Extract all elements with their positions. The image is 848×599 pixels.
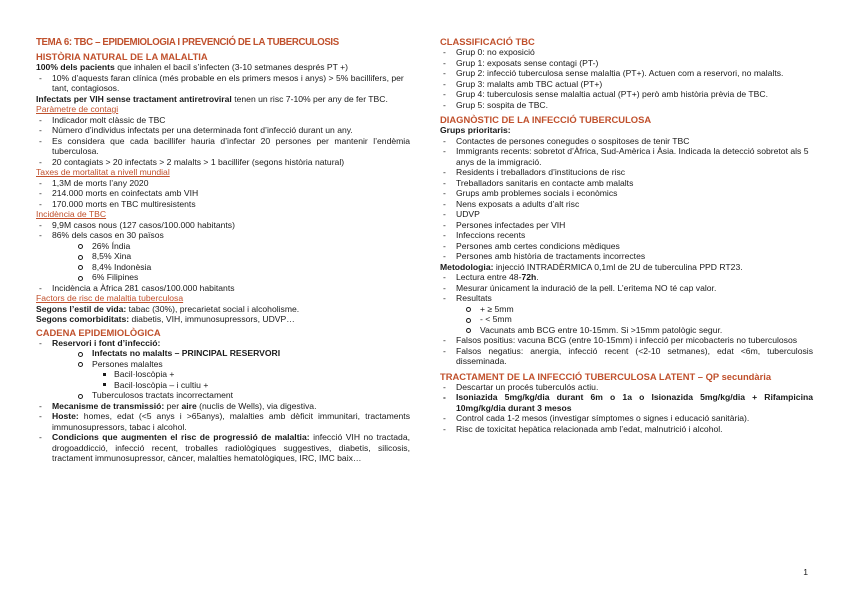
section-title-tractament: TRACTAMENT DE LA INFECCIÓ TUBERCULOSA LATENT – QP secundària — [440, 370, 772, 382]
list-item: Persones malaltes Bacil·loscòpia + Bacil·loscòpia – i cultiu + — [76, 359, 410, 391]
list-item: - Grup 3: malalts amb TBC actual (PT+) — [440, 79, 813, 90]
grups-title: Grups prioritaris: — [440, 125, 511, 135]
section-title-cadena: CADENA EPIDEMIOLÒGICA — [36, 326, 161, 338]
list-item: 8,4% Indonèsia — [76, 262, 410, 273]
list-item: 26% Índia — [76, 241, 410, 252]
list-item: - Grup 4: tuberculosis sense malaltia actual (PT+) però amb història prèvia de TBC. — [440, 89, 813, 100]
left-column — [36, 36, 410, 464]
list-item: - Risc de toxicitat hepàtica relacionada amb l’edat, malnutrició i alcohol. — [440, 424, 813, 435]
list-item: - Descartar un procés tuberculós actiu. — [440, 382, 813, 393]
list-item: - < 5mm — [464, 314, 813, 325]
section-title-historia: HISTÒRIA NATURAL DE LA MALALTIA — [36, 51, 208, 62]
list-item: - Mecanisme de transmissió: per aire (nuclis de Wells), via digestiva. — [36, 401, 410, 412]
metodologia-list — [440, 272, 813, 367]
metodologia: Metodologia: injecció INTRADÈRMICA 0,1ml de 2U de tuberculina PPD RT23. — [440, 261, 743, 272]
list-item: - Grups amb problemes socials i econòmics — [440, 188, 813, 199]
contagi-list — [36, 115, 410, 168]
list-item: - 214.000 morts en coinfectats amb VIH — [36, 188, 410, 199]
bacil-list — [102, 369, 410, 390]
list-item: - Residents i treballadors d’institucions de risc — [440, 167, 813, 178]
reservori-list — [76, 348, 410, 401]
list-item: - Nens exposats a adults d’alt risc — [440, 199, 813, 210]
cadena-list — [36, 338, 410, 464]
list-item: - Grup 1: exposats sense contagi (PT-) — [440, 58, 813, 69]
list-item: - Treballadors sanitaris en contacte amb malalts — [440, 178, 813, 189]
list-item: - 9,9M casos nous (127 casos/100.000 habitants) — [36, 220, 410, 231]
list-item: - Infeccions recents — [440, 230, 813, 241]
classificacio-list — [440, 47, 813, 110]
list-item: - Persones amb certes condicions mèdiques — [440, 241, 813, 252]
list-item: - Falsos positius: vacuna BCG (entre 10-15mm) i infecció per micobacteris no tuberculosos — [440, 335, 813, 346]
list-item: - Isoniazida 5mg/kg/dia durant 6m o 1a o Isionazida 5mg/kg/dia + Rifampicina 10mg/kg/dia durant 3 mesos — [440, 392, 813, 413]
list-item: - Reservori i font d’infecció: Infectats no malalts – PRINCIPAL RESERVORI Persones malaltes Bacil·loscòpia + Bacil·loscòpia – i cultiu + Tuberculosos tractats incorrectament — [36, 338, 410, 401]
list-item: - Es considera que cada bacillifer hauria d’infectar 20 persones per mantenir l’endèmia tuberculosa. — [36, 136, 410, 157]
list-item: - 170.000 morts en TBC multiresistents — [36, 199, 410, 210]
list-item: - Número d’individus infectats per una determinada font d’infecció durant un any. — [36, 125, 410, 136]
mortalitat-list — [36, 178, 410, 210]
list-item: Bacil·loscòpia – i cultiu + — [102, 380, 410, 391]
resultats-list — [464, 304, 813, 336]
grups-list — [440, 136, 813, 262]
countries-list — [76, 241, 410, 283]
list-item: - Incidència a Àfrica 281 casos/100.000 habitants — [36, 283, 410, 294]
list-item: - 1,3M de morts l’any 2020 — [36, 178, 410, 189]
page-number: 1 — [803, 566, 808, 577]
list-item: - Grup 5: sospita de TBC. — [440, 100, 813, 111]
list-item: - Indicador molt clàssic de TBC — [36, 115, 410, 126]
list-item: - Condicions que augmenten el risc de progressió de malaltia: infecció VIH no tractada, drogoaddicció, infecció recent, troballes radiològiques suggestives, diabetis, silicosis, tractament immunosupressor, càncer, malalties hematològiques, IRC, IMC baix… — [36, 432, 410, 464]
page-title: TEMA 6: TBC – EPIDEMIOLOGIA I PREVENCIÓ DE LA TUBERCULOSIS — [36, 36, 339, 48]
incidencia-list — [36, 220, 410, 294]
right-column — [440, 36, 813, 434]
list-item: - Persones infectades per VIH — [440, 220, 813, 231]
list-item: Tuberculosos tractats incorrectament — [76, 390, 410, 401]
list-item: 8,5% Xina — [76, 251, 410, 262]
historia-list — [36, 73, 410, 94]
section-title-diagnostic: DIAGNÒSTIC DE LA INFECCIÓ TUBERCULOSA — [440, 114, 652, 125]
list-item: - Persones amb història de tractaments incorrectes — [440, 251, 813, 262]
subtitle-factors: Factors de risc de malaltia tuberculosa — [36, 293, 184, 303]
list-item: Infectats no malalts – PRINCIPAL RESERVORI — [76, 348, 410, 359]
list-item: - Contactes de persones conegudes o sospitoses de tenir TBC — [440, 136, 813, 147]
section-title-classificacio: CLASSIFICACIÓ TBC — [440, 36, 535, 47]
list-item: + ≥ 5mm — [464, 304, 813, 315]
subtitle-incidencia: Incidència de TBC — [36, 209, 107, 219]
list-item: - Grup 0: no exposició — [440, 47, 813, 58]
list-item: - Control cada 1-2 mesos (investigar símptomes o signes i educació sanitària). — [440, 413, 813, 424]
list-item: - Mesurar únicament la induració de la pell. L’eritema NO té cap valor. — [440, 283, 813, 294]
subtitle-contagi: Paràmetre de contagi — [36, 104, 119, 114]
list-item: - Lectura entre 48-72h. — [440, 272, 813, 283]
list-item: - Grup 2: infecció tuberculosa sense malaltia (PT+). Actuen com a reservori, no malalts. — [440, 68, 813, 79]
factors-line-2: Segons comorbiditats: diabetis, VIH, immunosupressors, UDVP… — [36, 314, 295, 324]
historia-paragraph-2: Infectats per VIH sense tractament antiretroviral tenen un risc 7-10% per any de fer TBC. — [36, 93, 388, 104]
list-item: - UDVP — [440, 209, 813, 220]
factors-line-1: Segons l’estil de vida: tabac (30%), precarietat social i alcoholisme. — [36, 303, 300, 314]
list-item: Vacunats amb BCG entre 10-15mm. Si >15mm patològic segur. — [464, 325, 813, 336]
list-item: - 86% dels casos en 30 països 26% Índia 8,5% Xina 8,4% Indonèsia 6% Filipines — [36, 230, 410, 283]
list-item: - 10% d’aquests faran clínica (més probable en els primers mesos i anys) > 5% bacillifers, per tant, contagiosos. — [36, 73, 410, 94]
subtitle-mortalitat: Taxes de mortalitat a nivell mundial — [36, 167, 170, 177]
list-item: - Immigrants recents: sobretot d’Àfrica, Sud-Amèrica i Àsia. Indicada la detecció sobretot als 5 anys de la immigració. — [440, 146, 813, 167]
tractament-list — [440, 382, 813, 435]
historia-paragraph-1: 100% dels pacients que inhalen el bacil s’infecten (3-10 setmanes després PT +) — [36, 62, 349, 72]
list-item: - Falsos negatius: anergia, infecció recent (<2-10 setmanes), edat <6m, tuberculosis disseminada. — [440, 346, 813, 367]
list-item: - Hoste: homes, edat (<5 anys i >65anys), malalties amb dèficit immunitari, tractaments immunosupressors, tabac i alcohol. — [36, 411, 410, 432]
list-item: - 20 contagiats > 20 infectats > 2 malalts > 1 bacillifer (segons història natural) — [36, 157, 410, 168]
list-item: 6% Filipines — [76, 272, 410, 283]
list-item: Bacil·loscòpia + — [102, 369, 410, 380]
list-item: - Resultats + ≥ 5mm - < 5mm Vacunats amb BCG entre 10-15mm. Si >15mm patològic segur. — [440, 293, 813, 335]
